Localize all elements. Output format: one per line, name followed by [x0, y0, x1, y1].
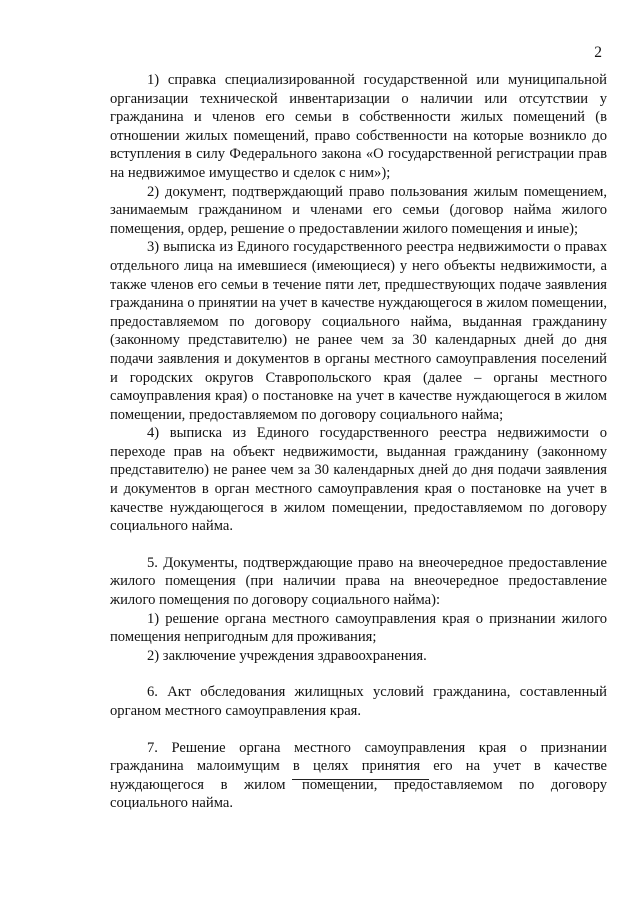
paragraph-item-4-registry-transfer: 4) выписка из Единого государственного реестра недвижимости о переходе прав на объект недвижимости, выданная гражданину (законному представителю) не ранее чем за 30 календарных дней до дня подачи заявления и документов в орган местного самоуправления края о постановке на учет в качестве нуждающегося в жилом помещении, предоставляемом по договору социального найма. [110, 425, 607, 535]
page-number: 2 [594, 44, 602, 61]
paragraph-section-6: 6. Акт обследования жилищных условий гражданина, составленный органом местного самоуправления края. [110, 684, 607, 719]
paragraph-section-5-item-2: 2) заключение учреждения здравоохранения. [147, 647, 427, 664]
section-gap [110, 536, 607, 554]
section-gap [110, 721, 607, 739]
paragraph-section-7: 7. Решение органа местного самоуправления края о признании гражданина малоимущим в целях принятия его на учет в качестве нуждающегося в жилом помещении, предоставляемом по договору социального найма. [110, 739, 607, 812]
paragraph-section-5: 5. Документы, подтверждающие право на внеочередное предоставление жилого помещения (при наличии права на внеочередное предоставление жилого помещения по договору социального найма): [110, 554, 607, 609]
paragraph-item-3-registry-extract: 3) выписка из Единого государственного реестра недвижимости о правах отдельного лица на имевшиеся (имеющиеся) у него объекты недвижимости, а также членов его семьи в течение пяти лет, предшествующих подаче заявления гражданина о принятии на учет в качестве нуждающегося в жилом помещении, предоставляемом по договору социального найма, выданная гражданину (законному представителю) не ранее чем за 30 календарных дней до дня подачи заявления и документов в органы местного самоуправления поселений и городских округов Ставропольского края (далее – органы местного самоуправления края) о постановке на учет в качестве нуждающегося в жилом помещении, предоставляемом по договору социального найма; [110, 239, 607, 423]
paragraph-item-1-certificate: 1) справка специализированной государственной или муниципальной организации технической инвентаризации о наличии или отсутствии у гражданина и членов его семьи в собственности жилых помещений (в отношении жилых помещений, право собственности на которые возникло до вступления в силу Федерального закона «О государственной регистрации прав на недвижимое имущество и сделок с ним»); [110, 72, 607, 181]
closing-divider-line [292, 779, 429, 780]
paragraph-item-2-right-of-use: 2) документ, подтверждающий право пользования жилым помещением, занимаемым гражданином и членами его семьи (договор найма жилого помещения, ордер, решение о предоставлении жилого помещения и иные); [110, 183, 607, 237]
paragraph-section-5-item-1: 1) решение органа местного самоуправления края о признании жилого помещения непригодным для проживания; [110, 610, 607, 646]
document-body [110, 71, 607, 813]
section-gap [110, 665, 607, 683]
